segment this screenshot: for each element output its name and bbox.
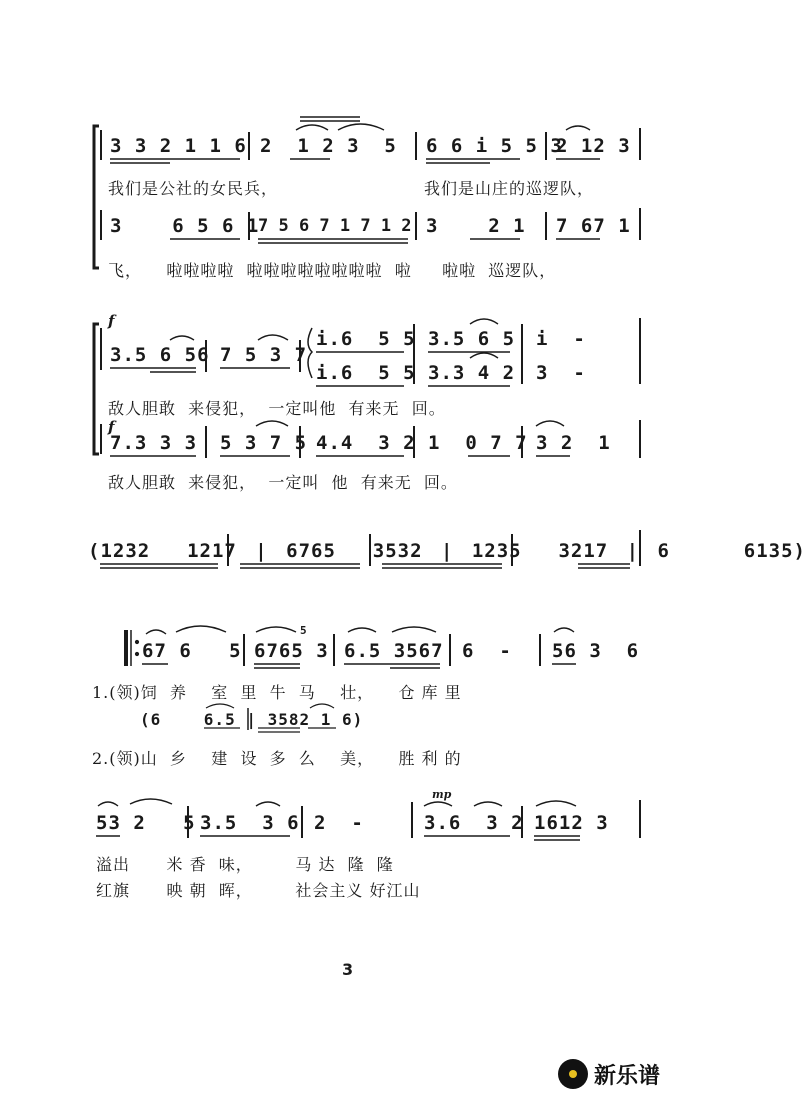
sys2-staff2-m1: 7.3 3 3 <box>110 432 198 454</box>
sys2-staff1-alt-m3: i.6 5 5 <box>316 362 416 384</box>
dynamic-forte-bottom: f <box>108 418 115 436</box>
sys3-accompaniment: (6 6.5 | 3582 1 6) <box>140 710 364 729</box>
sys1-staff2-m3: 3 2 1 <box>426 215 526 237</box>
sys1-staff1-m1: 3 3 2 1 1 6 <box>110 135 247 157</box>
sys2-staff2-m5: 3 2 1 <box>536 432 611 454</box>
sys2-staff2-m2: 5 3 7 5 <box>220 432 308 454</box>
record-disc-icon <box>558 1059 588 1089</box>
sys3-m5: 56 3 6 <box>552 640 640 662</box>
sys4-m4: 3.6 3 2 <box>424 812 524 834</box>
sys4-m5: 1612 3 <box>534 812 609 834</box>
sys1-staff1-m3: 6 6 i 5 5 3 <box>426 135 563 157</box>
sys4-m3: 2 - <box>314 812 364 834</box>
interlude-notes: (1232 1217 | 6765 3532 | 1235 3217 | 6 6135) <box>88 540 806 562</box>
sys3-m3: 6.5 3567 <box>344 640 444 662</box>
page-number: 3 <box>342 960 354 979</box>
sys1-staff1-lyric-a: 我们是公社的女民兵， <box>108 179 279 198</box>
sys2-staff2-m4: 1 0 7 7 <box>428 432 528 454</box>
sys3-m1: 67 6 5 <box>142 640 242 662</box>
sys3-lyric-2: 2.(领)山 乡 建 设 多 么 美， 胜 利 的 <box>92 749 462 768</box>
sys4-lyric-2: 红旗 映 朝 晖， 社会主义 好江山 <box>96 881 421 900</box>
dynamic-forte-top: f <box>108 312 115 330</box>
sys1-staff1-lyric-b: 我们是山庄的巡逻队， <box>424 179 595 198</box>
sys2-staff1-alt-m4: 3.3 4 2 <box>428 362 516 384</box>
watermark-logo <box>558 1056 694 1092</box>
sys4-lyric-1: 溢出 米 香 味， 马 达 隆 隆 <box>96 855 394 874</box>
logo-text: 新乐谱 <box>594 1063 661 1089</box>
dynamic-mezzo-piano: mp <box>432 788 452 801</box>
sys4-m1: 53 2 5 <box>96 812 196 834</box>
sys2-staff1-lyric: 敌人胆敢 来侵犯， 一定叫他 有来无 回。 <box>108 399 446 418</box>
sys2-staff1-m3: i.6 5 5 <box>316 328 416 350</box>
sys3-grace-note: 5 <box>300 624 308 637</box>
sys2-staff1-m1: 3.5 6 56 <box>110 344 210 366</box>
sys1-staff1-m2: 2 1 2 3 5 <box>260 135 397 157</box>
sys3-lyric-1: 1.(领)饲 养 室 里 牛 马 壮， 仓 库 里 <box>92 683 462 702</box>
sys2-staff1-m5: i - <box>536 328 586 350</box>
sys2-staff2-lyric: 敌人胆敢 来侵犯， 一定叫 他 有来无 回。 <box>108 473 458 492</box>
sys3-m4: 6 - <box>462 640 512 662</box>
sys4-m2: 3.5 3 6 <box>200 812 300 834</box>
sys2-staff1-alt-m5: 3 - <box>536 362 586 384</box>
sys1-staff2-m2: 7 5 6 7 1 7 1 2 <box>258 216 412 236</box>
sys2-staff1-m4: 3.5 6 5 <box>428 328 516 350</box>
sys1-staff2-m1: 3 6 5 6 1 <box>110 215 260 237</box>
sys1-staff2-m4: 7 67 1 <box>556 215 631 237</box>
sys2-staff1-m2: 7 5 3 7 <box>220 344 308 366</box>
sys1-staff2-lyric: 飞， 啦啦啦啦 啦啦啦啦啦啦啦啦 啦 啦啦 巡逻队， <box>108 261 557 280</box>
sys1-staff1-m4: 2 12 3 <box>556 135 631 157</box>
sys3-m2: 6765 3 <box>254 640 329 662</box>
sys2-staff2-m3: 4.4 3 2 <box>316 432 416 454</box>
